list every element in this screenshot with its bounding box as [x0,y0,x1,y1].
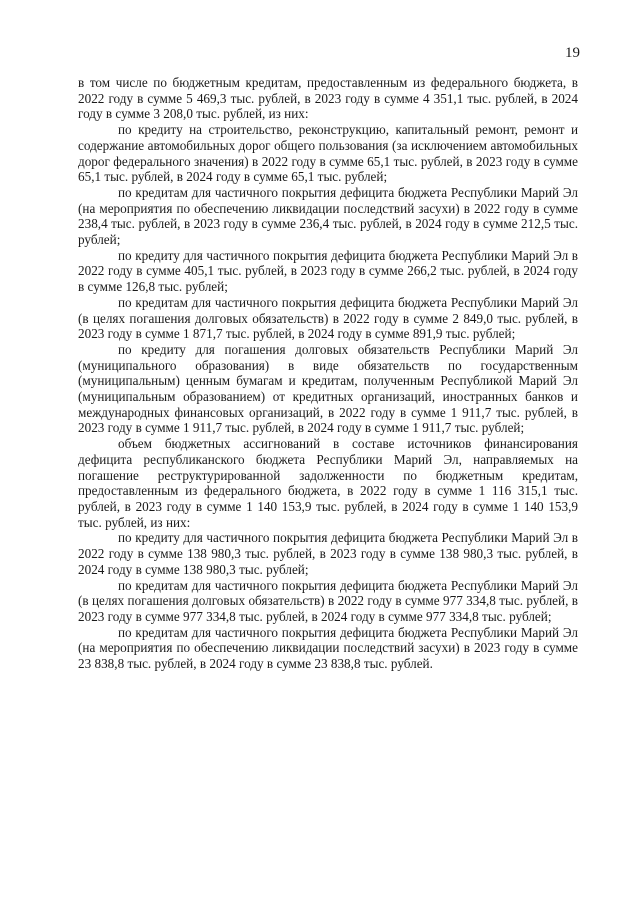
page-number: 19 [565,45,580,61]
paragraph: объем бюджетных ассигнований в составе источников финансирования дефицита республиканского бюджета Республики Марий Эл, направляемых на погашение реструктурированной задолженности по бюджетным кредитам, предоставленным из федерального бюджета, в 2022 году в сумме 1 116 315,1 тыс. рублей, в 2023 году в сумме 1 140 153,9 тыс. рублей, в 2024 году в сумме 1 140 153,9 тыс. рублей, из них: [78,436,578,530]
paragraph: по кредиту для частичного покрытия дефицита бюджета Республики Марий Эл в 2022 году в сумме 405,1 тыс. рублей, в 2023 году в сумме 266,2 тыс. рублей, в 2024 году в сумме 126,8 тыс. рублей; [78,247,578,295]
paragraph: по кредитам для частичного покрытия дефицита бюджета Республики Марий Эл (на мероприятия по обеспечению ликвидации последствий засухи) в 2023 году в сумме 23 838,8 тыс. рублей, в 2024 году в сумме 23 838,8 тыс. рублей. [78,624,578,672]
paragraph: по кредиту для погашения долговых обязательств Республики Марий Эл (муниципального образования) в виде обязательств по государственным (муниципальным) ценным бумагам и кредитам, полученным Республикой Марий Эл (муниципальным образованием) от кредитных организаций, иностранных банков и международных финансовых организаций, в 2022 году в сумме 1 911,7 тыс. рублей, в 2023 году в сумме 1 911,7 тыс. рублей, в 2024 году в сумме 1 911,7 тыс. рублей; [78,341,578,436]
paragraph: по кредитам для частичного покрытия дефицита бюджета Республики Марий Эл (в целях погашения долговых обязательств) в 2022 году в сумме 2 849,0 тыс. рублей, в 2023 году в сумме 1 871,7 тыс. рублей, в 2024 году в сумме 891,9 тыс. рублей; [78,294,578,342]
paragraph: по кредитам для частичного покрытия дефицита бюджета Республики Марий Эл (в целях погашения долговых обязательств) в 2022 году в сумме 977 334,8 тыс. рублей, в 2023 году в сумме 977 334,8 тыс. рублей, в 2024 году в сумме 977 334,8 тыс. рублей; [78,577,578,624]
paragraph: по кредитам для частичного покрытия дефицита бюджета Республики Марий Эл (на мероприятия по обеспечению ликвидации последствий засухи) в 2022 году в сумме 238,4 тыс. рублей, в 2023 году в сумме 236,4 тыс. рублей, в 2024 году в сумме 212,5 тыс. рублей; [78,184,578,248]
paragraph: в том числе по бюджетным кредитам, предоставленным из федерального бюджета, в 2022 году в сумме 5 469,3 тыс. рублей, в 2023 году в сумме 4 351,1 тыс. рублей, в 2024 году в сумме 3 208,0 тыс. рублей, из них: [78,75,578,122]
paragraph: по кредиту на строительство, реконструкцию, капитальный ремонт, ремонт и содержание автомобильных дорог общего пользования (за исключением автомобильных дорог федерального значения) в 2022 году в сумме 65,1 тыс. рублей, в 2023 году в сумме 65,1 тыс. рублей, в 2024 году в сумме 65,1 тыс. рублей; [78,122,578,185]
document-body [78,75,578,672]
paragraph: по кредиту для частичного покрытия дефицита бюджета Республики Марий Эл в 2022 году в сумме 138 980,3 тыс. рублей, в 2023 году в сумме 138 980,3 тыс. рублей, в 2024 году в сумме 138 980,3 тыс. рублей; [78,530,578,577]
